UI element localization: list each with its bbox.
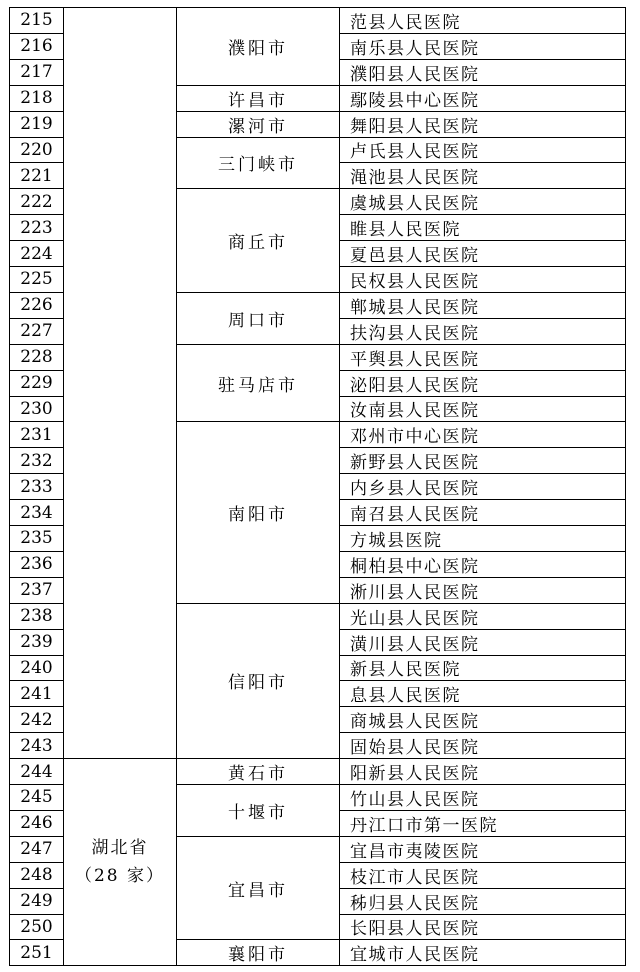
row-number: 228 <box>20 347 53 368</box>
hospital-name: 郸城县人民医院 <box>350 297 480 318</box>
hospital-name: 夏邑县人民医院 <box>350 246 480 266</box>
hospital-name: 竹山县人民医院 <box>350 789 480 810</box>
row-number: 244 <box>20 761 53 782</box>
row-number: 232 <box>20 450 53 471</box>
hospital-name: 民权县人民医院 <box>350 271 480 292</box>
row-number: 234 <box>20 502 53 523</box>
hospital-name: 濮阳县人民医院 <box>350 64 480 85</box>
hospital-name: 光山县人民医院 <box>350 608 480 629</box>
hospital-name: 阳新县人民医院 <box>350 764 480 784</box>
hospital-name: 固始县人民医院 <box>350 738 480 759</box>
row-number: 248 <box>20 865 53 886</box>
row-number: 246 <box>20 813 53 834</box>
hospital-name: 渑池县人民医院 <box>350 168 480 189</box>
city-name: 信阳市 <box>228 673 288 694</box>
hospital-name: 秭归县人民医院 <box>350 893 480 914</box>
hospital-name: 新野县人民医院 <box>350 453 480 474</box>
hospital-name: 长阳县人民医院 <box>350 919 480 940</box>
table-right-border <box>625 7 626 966</box>
city-name: 许昌市 <box>228 90 288 111</box>
row-number: 238 <box>20 606 53 627</box>
row-number: 245 <box>20 787 53 808</box>
hospital-name: 宜城市人民医院 <box>350 945 480 966</box>
row-number: 224 <box>20 243 53 264</box>
hospital-name: 宜昌市夷陵医院 <box>350 841 480 862</box>
row-number: 230 <box>20 398 53 419</box>
hospital-name: 息县人民医院 <box>350 686 461 707</box>
hospital-name: 虞城县人民医院 <box>350 194 480 215</box>
province-name: 湖北省 <box>91 838 149 859</box>
province-cell <box>64 759 176 965</box>
city-name: 周口市 <box>228 310 288 331</box>
row-number: 222 <box>20 191 53 212</box>
row-number: 231 <box>20 424 53 445</box>
hospital-name: 新县人民医院 <box>350 660 461 681</box>
province-label <box>75 834 165 890</box>
hospital-name: 桐柏县中心医院 <box>350 556 480 577</box>
row-number: 226 <box>20 295 53 316</box>
row-number: 242 <box>20 709 53 730</box>
city-name: 驻马店市 <box>218 375 298 396</box>
hospital-name: 南召县人民医院 <box>350 505 480 525</box>
hospital-name: 方城县医院 <box>350 530 443 551</box>
city-name: 黄石市 <box>228 764 288 784</box>
row-number: 218 <box>20 88 53 109</box>
row-number: 249 <box>20 891 53 912</box>
hospital-name: 内乡县人民医院 <box>350 479 480 500</box>
row-number: 227 <box>20 321 53 342</box>
row-number: 247 <box>20 839 53 860</box>
city-name: 商丘市 <box>228 233 288 254</box>
row-number: 217 <box>20 62 53 83</box>
row-number: 219 <box>20 114 53 135</box>
city-name: 襄阳市 <box>228 945 288 966</box>
row-number: 240 <box>20 657 53 678</box>
row-number: 215 <box>20 10 53 31</box>
city-name: 濮阳市 <box>228 38 288 59</box>
city-name: 漯河市 <box>228 116 288 137</box>
row-number: 241 <box>20 683 53 704</box>
hospital-name: 商城县人民医院 <box>350 712 480 733</box>
hospital-name: 范县人民医院 <box>350 12 461 33</box>
hospital-name: 舞阳县人民医院 <box>350 116 480 137</box>
hospital-name: 潢川县人民医院 <box>350 634 480 655</box>
city-name: 十堰市 <box>228 802 288 823</box>
hospital-name: 丹江口市第一医院 <box>350 815 498 836</box>
row-number: 225 <box>20 269 53 290</box>
hospital-name: 平舆县人民医院 <box>350 349 480 370</box>
hospital-name: 枝江市人民医院 <box>350 867 480 888</box>
hospital-name: 卢氏县人民医院 <box>350 142 480 163</box>
row-number: 229 <box>20 373 53 394</box>
row-number: 243 <box>20 735 53 756</box>
city-name: 三门峡市 <box>218 155 298 176</box>
row-number: 216 <box>20 36 53 57</box>
row-number: 223 <box>20 217 53 238</box>
hospital-name: 南乐县人民医院 <box>350 38 480 59</box>
province-count: （28 家） <box>74 866 166 887</box>
row-number: 250 <box>20 916 53 937</box>
hospital-name: 汝南县人民医院 <box>350 401 480 422</box>
hospital-name: 淅川县人民医院 <box>350 582 480 603</box>
hospital-name: 邓州市中心医院 <box>350 427 480 448</box>
row-number: 233 <box>20 476 53 497</box>
city-name: 南阳市 <box>228 505 288 526</box>
row-number: 237 <box>20 580 53 601</box>
row-number: 235 <box>20 528 53 549</box>
row-number: 236 <box>20 554 53 575</box>
hospital-name: 鄢陵县中心医院 <box>350 90 480 111</box>
hospital-name: 泌阳县人民医院 <box>350 375 480 396</box>
hospital-name: 扶沟县人民医院 <box>350 323 480 344</box>
row-number: 220 <box>20 139 53 160</box>
row-number: 221 <box>20 165 53 186</box>
hospital-name: 睢县人民医院 <box>350 220 461 241</box>
province-cell <box>64 8 176 758</box>
row-number: 239 <box>20 632 53 653</box>
city-name: 宜昌市 <box>228 880 288 901</box>
row-number: 251 <box>20 942 53 963</box>
